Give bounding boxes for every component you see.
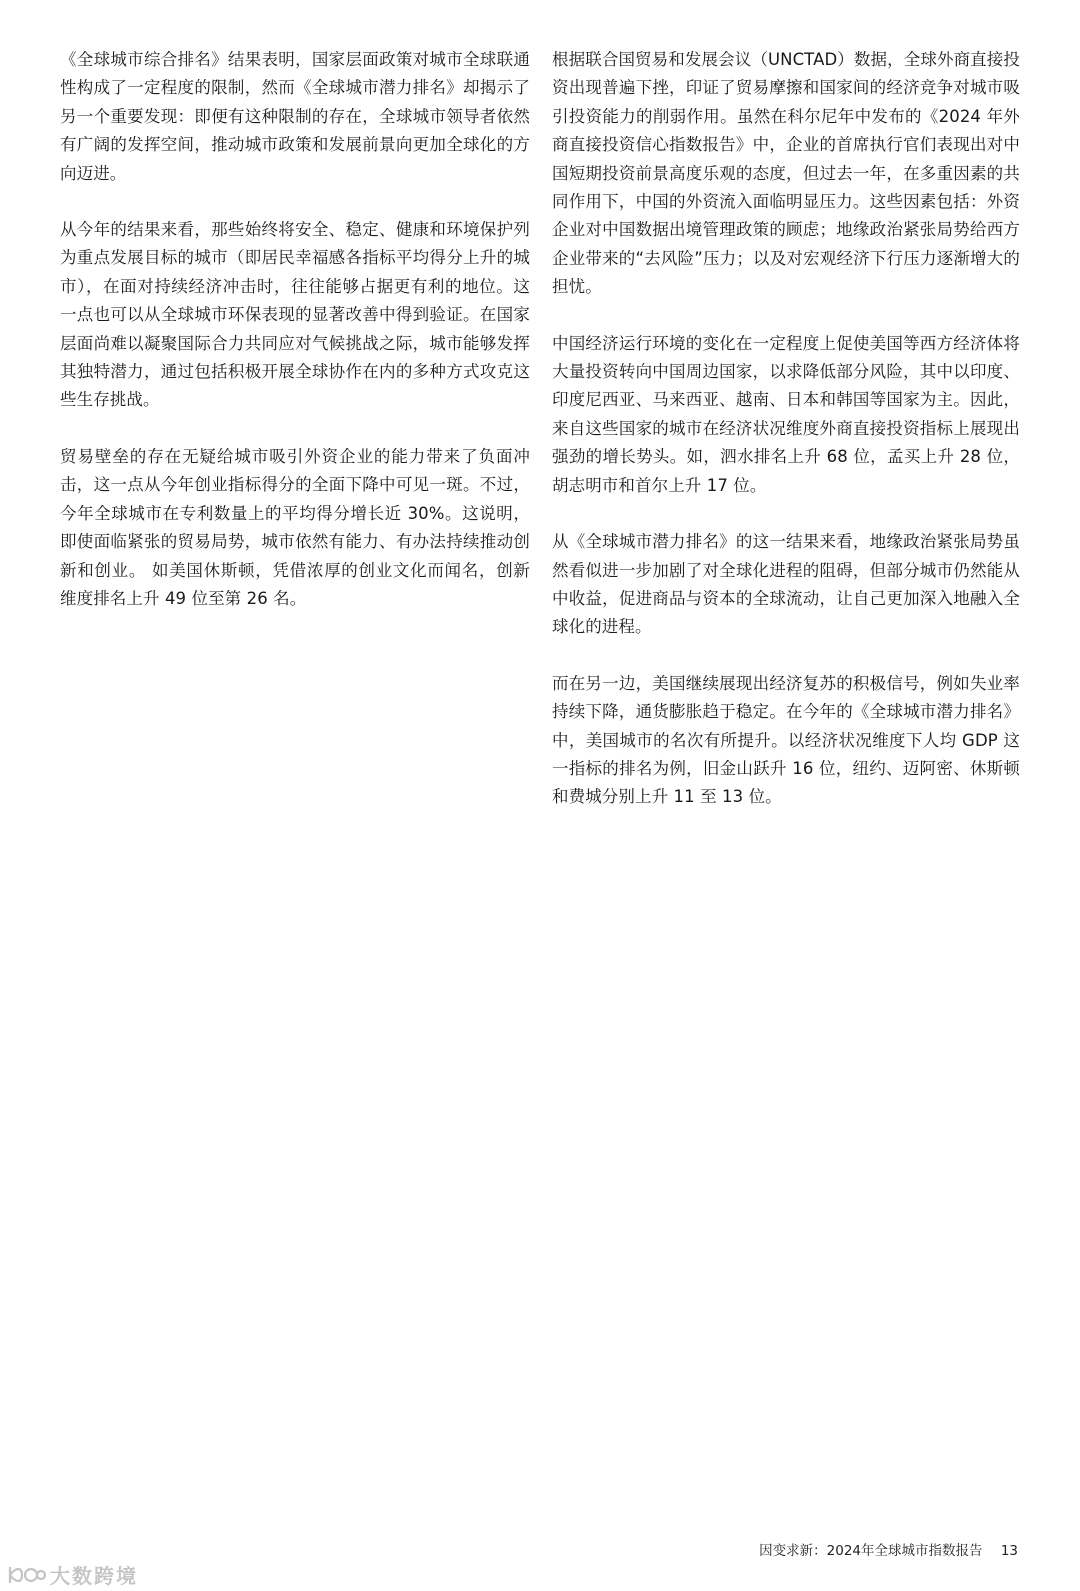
watermark — [6, 1560, 138, 1589]
paragraph: 而在另一边，美国继续展现出经济复苏的积极信号，例如失业率持续下降，通货膨胀趋于稳定。在今年的《全球城市潜力排名》中，美国城市的名次有所提升。以经济状况维度下人均 GDP 这一指标的排名为例，旧金山跃升 16 位，纽约、迈阿密、休斯顿和费城分别上升 11 至 13 位。 — [552, 673, 1020, 807]
paragraph: 中国经济运行环境的变化在一定程度上促使美国等西方经济体将大量投资转向中国周边国家，以求降低部分风险，其中以印度、印度尼西亚、马来西亚、越南、日本和韩国等国家为主。因此，来自这些国家的城市在经济状况维度外商直接投资指标上展现出强劲的增长势头。如，泗水排名上升 68 位，孟买上升 28 位，胡志明市和首尔上升 17 位。 — [552, 333, 1020, 495]
page-number: 13 — [1000, 1543, 1018, 1559]
watermark-text: 大数跨境 — [50, 1564, 138, 1588]
paragraph: 贸易壁垒的存在无疑给城市吸引外资企业的能力带来了负面冲击，这一点从今年创业指标得分的全面下降中可见一斑。不过，今年全球城市在专利数量上的平均得分增长近 30%。这说明，即使面临紧张的贸易局势，城市依然有能力、有办法持续推动创新和创业。 如美国休斯顿，凭借浓厚的创业文化而闻名，创新维度排名上升 49 位至第 26 名。 — [60, 446, 530, 608]
paragraph: 从《全球城市潜力排名》的这一结果来看，地缘政治紧张局势虽然看似进一步加剧了对全球化进程的阻碍，但部分城市仍然能从中收益，促进商品与资本的全球流动，让自己更加深入地融入全球化的进程。 — [552, 532, 1020, 637]
left-column — [60, 46, 530, 641]
right-column — [552, 46, 1020, 840]
paragraph: 从今年的结果来看，那些始终将安全、稳定、健康和环境保护列为重点发展目标的城市（即居民幸福感各指标平均得分上升的城市），在面对持续经济冲击时，往往能够占据更有利的地位。这一点也可以从全球城市环保表现的显著改善中得到验证。在国家层面尚难以凝聚国际合力共同应对气候挑战之际，城市能够发挥其独特潜力，通过包括积极开展全球协作在内的多种方式攻克这些生存挑战。 — [60, 220, 530, 410]
paragraph: 《全球城市综合排名》结果表明，国家层面政策对城市全球联通性构成了一定程度的限制，然而《全球城市潜力排名》却揭示了另一个重要发现：即便有这种限制的存在，全球城市领导者依然有广阔的发挥空间，推动城市政策和发展前景向更加全球化的方向迈进。 — [60, 50, 530, 183]
paragraph: 根据联合国贸易和发展会议（UNCTAD）数据，全球外商直接投资出现普遍下挫，印证了贸易摩擦和国家间的经济竞争对城市吸引投资能力的削弱作用。虽然在科尔尼年中发布的《2024 年外商直接投资信心指数报告》中，企业的首席执行官们表现出对中国短期投资前景高度乐观的态度，但过去一年，在多重因素的共同作用下，中国的外资流入面临明显压力。这些因素包括：外资企业对中国数据出境管理政策的顾虑；地缘政治紧张局势给西方企业带来的“去风险”压力；以及对宏观经济下行压力逐渐增大的担忧。 — [552, 50, 1020, 297]
watermark-logo-icon — [6, 1563, 46, 1587]
page-footer — [759, 1539, 1018, 1559]
footer-title: 因变求新：2024年全球城市指数报告 — [759, 1543, 983, 1559]
